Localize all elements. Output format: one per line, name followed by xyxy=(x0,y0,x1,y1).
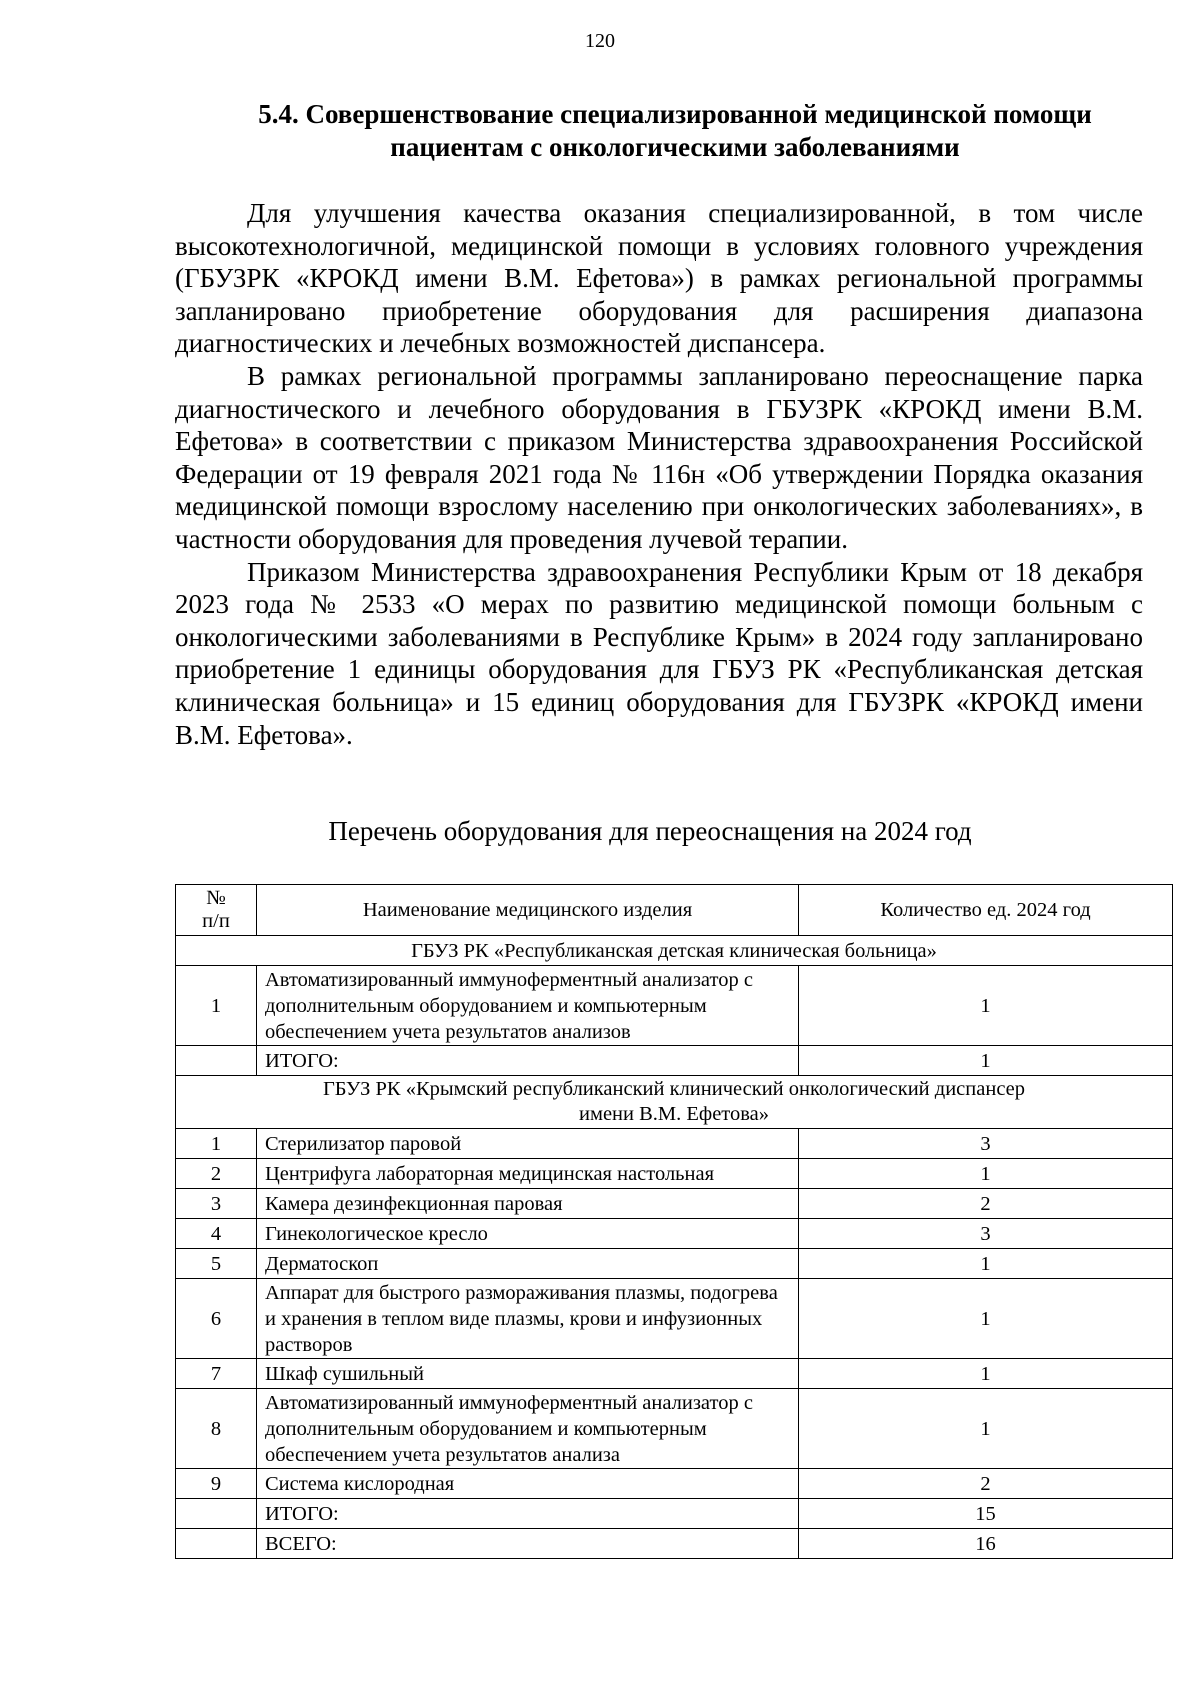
header-number-line-1: № xyxy=(206,887,226,909)
paragraph-3: Приказом Министерства здравоохранения Республики Крым от 18 декабря 2023 года № 2533 «О мерах по развитию медицинской помощи больным с онкологическими заболеваниями в Республике Крым» в 2024 году запланировано приобретение 1 единицы оборудования для ГБУЗ РК «Республиканская детская клиническая больница» и 15 единиц оборудования для ГБУЗРК «КРОКД имени В.М. Ефетова». xyxy=(175,556,1143,750)
header-number-line-2: п/п xyxy=(202,910,230,932)
row-quantity: 2 xyxy=(799,1469,1173,1499)
row-name: Центрифуга лабораторная медицинская настольная xyxy=(257,1159,799,1189)
row-number: 8 xyxy=(176,1389,257,1469)
section-2-total-value: 15 xyxy=(799,1499,1173,1529)
section-1-title: ГБУЗ РК «Республиканская детская клиническая больница» xyxy=(176,936,1173,966)
section-1-total-row xyxy=(176,1046,1173,1076)
table-row xyxy=(176,1189,1173,1219)
row-name: Шкаф сушильный xyxy=(257,1359,799,1389)
row-number: 2 xyxy=(176,1159,257,1189)
section-heading-line-1: 5.4. Совершенствование специализированной медицинской помощи xyxy=(258,99,1092,129)
row-quantity: 1 xyxy=(799,1249,1173,1279)
grand-total-label: ВСЕГО: xyxy=(257,1529,799,1559)
table-row xyxy=(176,1219,1173,1249)
section-1-total-label: ИТОГО: xyxy=(257,1046,799,1076)
table-row xyxy=(176,1469,1173,1499)
grand-total-value: 16 xyxy=(799,1529,1173,1559)
row-quantity: 1 xyxy=(799,1159,1173,1189)
row-quantity: 1 xyxy=(799,1359,1173,1389)
section-1-title-row xyxy=(176,936,1173,966)
row-quantity: 1 xyxy=(799,966,1173,1046)
section-heading-line-2: пациентам с онкологическими заболеваниями xyxy=(390,132,960,162)
header-name: Наименование медицинского изделия xyxy=(257,885,799,936)
grand-total-row xyxy=(176,1529,1173,1559)
section-2-title-row xyxy=(176,1076,1173,1129)
row-quantity: 1 xyxy=(799,1279,1173,1359)
section-heading xyxy=(175,98,1175,164)
row-name: Дерматоскоп xyxy=(257,1249,799,1279)
row-name: Автоматизированный иммуноферментный анализатор с дополнительным оборудованием и компьютерным обеспечением учета результатов анализа xyxy=(257,1389,799,1469)
row-name: Гинекологическое кресло xyxy=(257,1219,799,1249)
row-name: Камера дезинфекционная паровая xyxy=(257,1189,799,1219)
paragraph-2: В рамках региональной программы запланировано переоснащение парка диагностического и лечебного оборудования в ГБУЗРК «КРОКД имени В.М. Ефетова» в соответствии с приказом Министерства здравоохранения Российской Федерации от 19 февраля 2021 года № 116н «Об утверждении Порядка оказания медицинской помощи взрослому населению при онкологических заболеваниях», в частности оборудования для проведения лучевой терапии. xyxy=(175,360,1143,554)
header-number xyxy=(176,885,257,936)
section-1-total-value: 1 xyxy=(799,1046,1173,1076)
row-name: Аппарат для быстрого размораживания плазмы, подогрева и хранения в теплом виде плазмы, крови и инфузионных растворов xyxy=(257,1279,799,1359)
table-header-row xyxy=(176,885,1173,936)
row-name: Система кислородная xyxy=(257,1469,799,1499)
row-number: 3 xyxy=(176,1189,257,1219)
row-name: Автоматизированный иммуноферментный анализатор с дополнительным оборудованием и компьютерным обеспечением учета результатов анализов xyxy=(257,966,799,1046)
table-row xyxy=(176,1129,1173,1159)
table-row xyxy=(176,1279,1173,1359)
paragraph-1: Для улучшения качества оказания специализированной, в том числе высокотехнологичной, медицинской помощи в условиях головного учреждения (ГБУЗРК «КРОКД имени В.М. Ефетова») в рамках региональной программы запланировано приобретение оборудования для расширения диапазона диагностических и лечебных возможностей диспансера. xyxy=(175,198,1143,359)
table-caption: Перечень оборудования для переоснащения на 2024 год xyxy=(328,816,972,846)
table-row xyxy=(176,1159,1173,1189)
header-quantity: Количество ед. 2024 год xyxy=(799,885,1173,936)
row-number: 4 xyxy=(176,1219,257,1249)
row-number: 1 xyxy=(176,1129,257,1159)
row-number: 9 xyxy=(176,1469,257,1499)
table-row xyxy=(176,1249,1173,1279)
row-quantity: 3 xyxy=(799,1129,1173,1159)
section-2-title-line-2: имени В.М. Ефетова» xyxy=(579,1103,769,1125)
section-2-total-row xyxy=(176,1499,1173,1529)
section-2-title-line-1: ГБУЗ РК «Крымский республиканский клинический онкологический диспансер xyxy=(322,1078,1026,1100)
row-quantity: 1 xyxy=(799,1389,1173,1469)
row-number: 6 xyxy=(176,1279,257,1359)
table-row xyxy=(176,966,1173,1046)
table-row xyxy=(176,1359,1173,1389)
body-text xyxy=(175,197,1143,751)
row-number: 5 xyxy=(176,1249,257,1279)
equipment-table xyxy=(175,884,1173,1559)
row-quantity: 2 xyxy=(799,1189,1173,1219)
section-2-total-label: ИТОГО: xyxy=(257,1499,799,1529)
table-row xyxy=(176,1389,1173,1469)
row-quantity: 3 xyxy=(799,1219,1173,1249)
row-number: 7 xyxy=(176,1359,257,1389)
row-name: Стерилизатор паровой xyxy=(257,1129,799,1159)
section-2-title xyxy=(176,1076,1173,1129)
row-number: 1 xyxy=(176,966,257,1046)
page-number: 120 xyxy=(585,30,615,52)
